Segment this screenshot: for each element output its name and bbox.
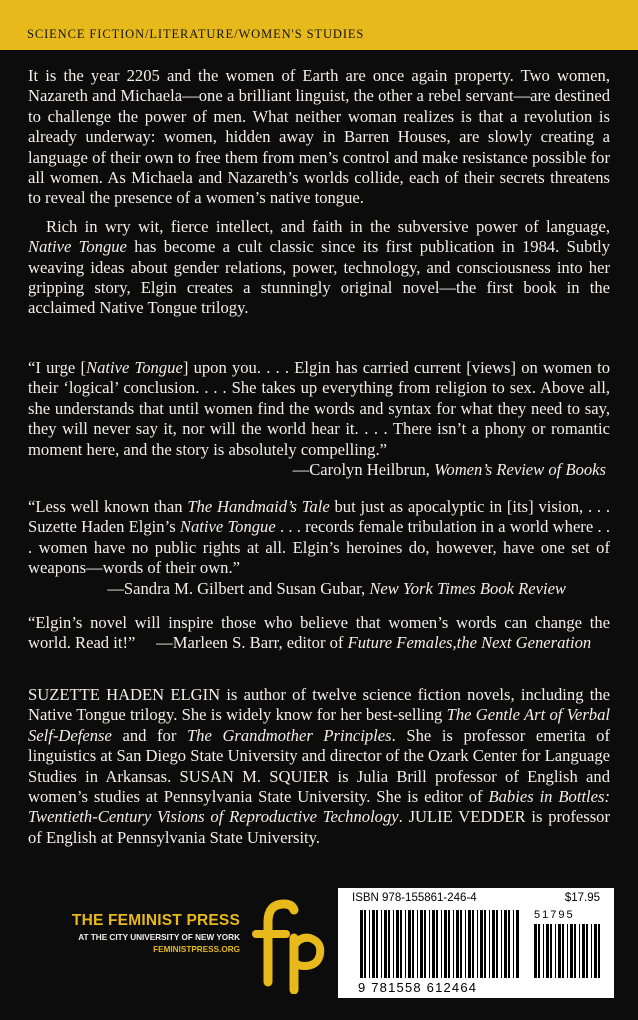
synopsis — [28, 66, 610, 319]
publisher-name: THE FEMINIST PRESS — [71, 912, 240, 929]
review-quote-barr — [28, 613, 610, 654]
quote-attribution: —Sandra M. Gilbert and Susan Gubar, New York Times Book Review — [107, 578, 566, 598]
barcode-digits: 9 781558 612464 — [358, 980, 478, 995]
barcode-panel — [338, 888, 614, 998]
price-label: $17.95 — [564, 892, 600, 904]
publisher-logo — [36, 890, 326, 1000]
quote-text: “I urge [Native Tongue] upon you. . . . Elgin has carried current [views] on women to their ‘logical’ conclusion. . . . She takes up everything from religion to sex. Above all, she understands that until women find the words and syntax for what they need to say, they will never say it, nor will the world hear it. . . . There isn’t a phony or romantic moment here, and the story is absolutely compelling.” — [28, 358, 610, 459]
quote-text: “Less well known than The Handmaid’s Tale but just as apocalyptic in [its] vision, . . . Suzette Haden Elgin’s Native Tongue . . . records female tribulation in a world where . . . women have no public rights at all. Elgin’s heroines do, however, have one set of weapons—words of their own.” — [28, 497, 611, 578]
bio-text: SUZETTE HADEN ELGIN is author of twelve science fiction novels, including the Native Tongue trilogy. She is widely know for her best-selling The Gentle Art of Verbal Self-Defense and for The Grandmother Principles. She is professor emerita of linguistics at San Diego State University and director of the Ozark Center for Language Studies in Arkansas. SUSAN M. SQUIER is Julia Brill professor of English and women’s studies at Pennsylvania State University. She is editor of Babies in Bottles: Twentieth-Century Visions of Reproductive Technology. JULIE VEDDER is professor of English at Pennsylvania State University. — [28, 685, 611, 847]
review-quote-gilbert-gubar — [28, 497, 610, 599]
quote-text: “Elgin’s novel will inspire those who believe that women’s words can change the world. Read it!” —Marleen S. Barr, editor of Future Females,the Next Generation — [28, 613, 610, 653]
fp-monogram-icon — [246, 894, 326, 994]
review-quote-heilbrun — [28, 358, 610, 480]
publisher-url: FEMINISTPRESS.ORG — [153, 945, 240, 954]
publisher-subtitle: AT THE CITY UNIVERSITY OF NEW YORK — [78, 933, 240, 942]
addon-digits: 51795 — [534, 909, 575, 921]
isbn-label: ISBN 978-155861-246-4 — [352, 892, 477, 904]
category-label: SCIENCE FICTION/LITERATURE/WOMEN'S STUDIES — [27, 27, 365, 41]
synopsis-paragraph-1: It is the year 2205 and the women of Earth are once again property. Two women, Nazareth and Michaela—one a brilliant linguist, the other a rebel servant—are destined to challenge the power of men. What neither woman realizes is that a revolution is already underway: women, hidden away in Barren Houses, are slowly creating a language of their own to free them from men’s control and make resistance possible for all women. As Michaela and Nazareth’s worlds collide, each of their secrets threatens to reveal the presence of a women’s native tongue. — [28, 66, 610, 208]
quote-attribution: —Carolyn Heilbrun, Women’s Review of Books — [292, 460, 606, 480]
author-bio — [28, 685, 610, 848]
synopsis-paragraph-2: Rich in wry wit, fierce intellect, and faith in the subversive power of language, Native Tongue has become a cult classic since its first publication in 1984. Subtly weaving ideas about gender relations, power, technology, and consciousness into her gripping story, Elgin creates a stunningly original novel—the first book in the acclaimed Native Tongue trilogy. — [28, 216, 610, 318]
category-band — [0, 0, 638, 50]
